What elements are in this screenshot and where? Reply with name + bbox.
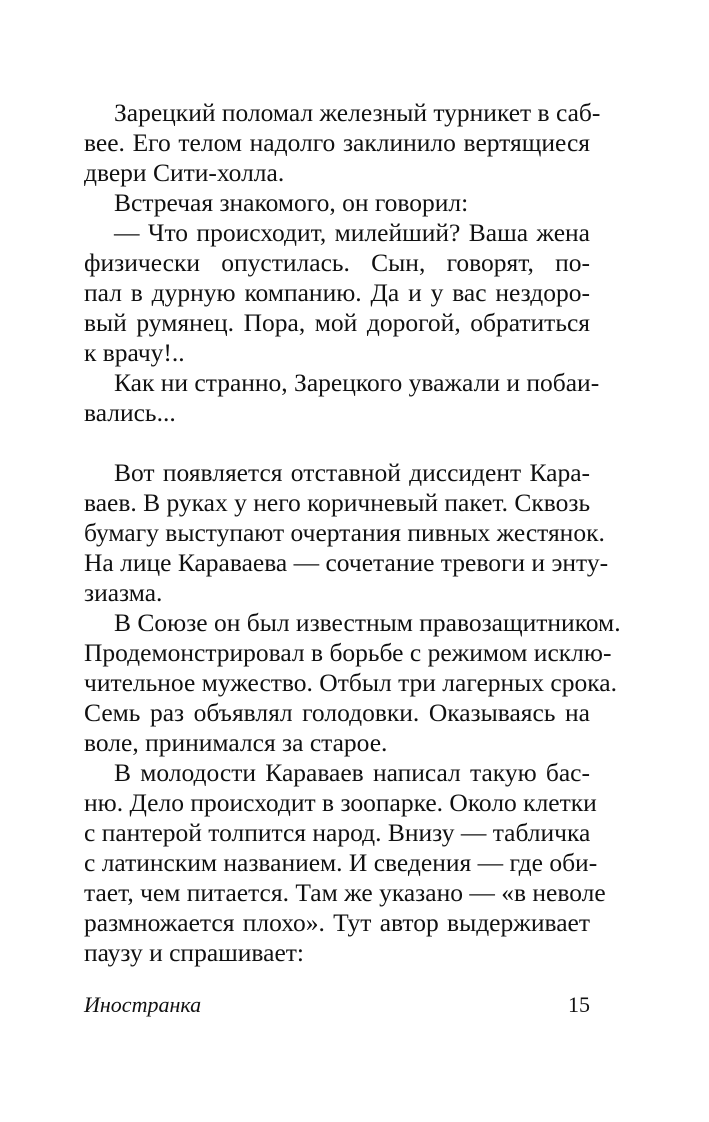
text-line: размножается плохо». Тут автор выдерживает — [84, 908, 590, 937]
text-line: Вот появляется отставной диссидент Кара- — [114, 458, 590, 487]
text-line: с латинским названием. И сведения — где оби- — [84, 848, 598, 877]
text-line: В Союзе он был известным правозащитником. — [114, 608, 621, 637]
page-number: 15 — [568, 992, 590, 1017]
running-footer-title: Иностранка — [84, 992, 202, 1017]
text-line: вались... — [84, 398, 176, 427]
text-line: ваев. В руках у него коричневый пакет. Сквозь — [84, 488, 591, 517]
text-line: физически опустилась. Сын, говорят, по- — [84, 248, 590, 277]
text-line: бумагу выступают очертания пивных жестянок. — [84, 518, 605, 547]
text-line: Зарецкий поломал железный турникет в саб- — [114, 98, 601, 127]
text-line: — Что происходит, милейший? Ваша жена — [114, 218, 590, 247]
text-line: ню. Дело происходит в зоопарке. Около клетки — [84, 788, 597, 817]
text-line: двери Сити-холла. — [84, 158, 285, 187]
text-line: зиазма. — [84, 578, 163, 607]
text-line: В молодости Караваев написал такую бас- — [114, 758, 590, 787]
text-line: вее. Его телом надолго заклинило вертящиеся — [84, 128, 590, 157]
text-line: к врачу!.. — [84, 338, 185, 367]
text-line: тает, чем питается. Там же указано — «в неволе — [84, 878, 606, 907]
text-line: чительное мужество. Отбыл три лагерных срока. — [84, 668, 617, 697]
text-line: Продемонстрировал в борьбе с режимом исклю- — [84, 638, 612, 667]
text-line: На лице Караваева — сочетание тревоги и энту- — [84, 548, 609, 577]
text-line: паузу и спрашивает: — [84, 938, 304, 967]
text-line: Как ни странно, Зарецкого уважали и побаи- — [114, 368, 600, 397]
text-line: Встречая знакомого, он говорил: — [114, 188, 469, 217]
text-line: с пантерой толпится народ. Внизу — табличка — [84, 818, 591, 847]
text-line: Семь раз объявлял голодовки. Оказываясь на — [84, 698, 590, 727]
text-line: пал в дурную компанию. Да и у вас нездоро- — [84, 278, 590, 307]
text-line: вый румянец. Пора, мой дорогой, обратиться — [84, 308, 590, 337]
text-line: воле, принимался за старое. — [84, 728, 388, 757]
